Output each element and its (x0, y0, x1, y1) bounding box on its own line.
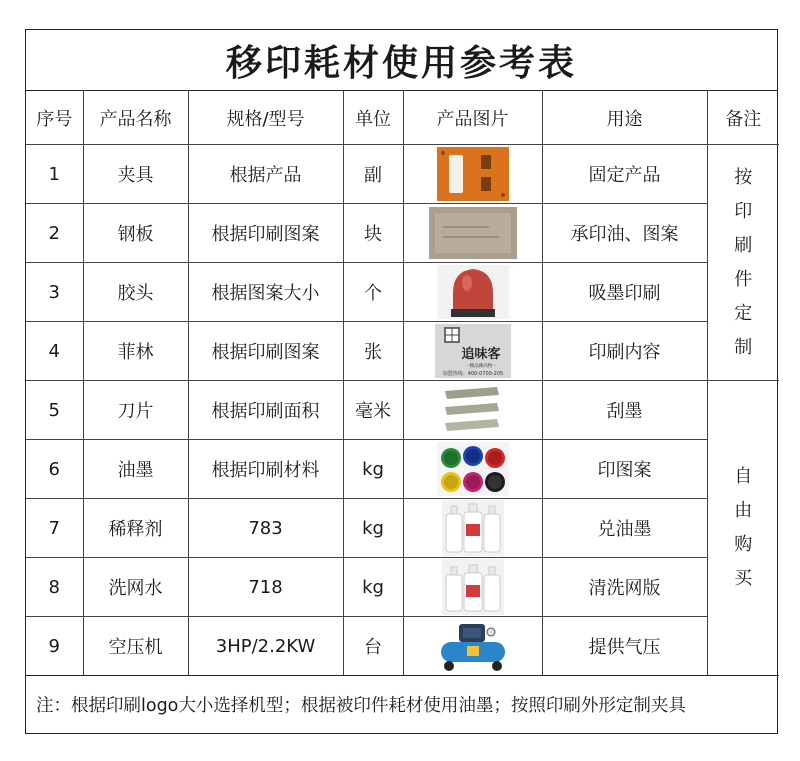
table-row (26, 322, 779, 381)
cell-name: 空压机 (83, 617, 188, 676)
cell-name: 稀释剂 (83, 499, 188, 558)
cell-unit: kg (343, 558, 403, 617)
cell-use: 印刷内容 (542, 322, 707, 381)
page-title: 移印耗材使用参考表 (26, 30, 777, 91)
cell-spec: 根据印刷图案 (188, 322, 343, 381)
remark-char: 制 (734, 336, 753, 358)
header-picture: 产品图片 (403, 91, 542, 145)
cell-spec: 根据印刷图案 (188, 204, 343, 263)
cell-spec: 根据印刷面积 (188, 381, 343, 440)
ink-cans-image (437, 442, 509, 496)
cell-no: 6 (26, 440, 83, 499)
cell-name: 菲林 (83, 322, 188, 381)
cell-spec: 根据图案大小 (188, 263, 343, 322)
cell-use: 承印油、图案 (542, 204, 707, 263)
header-use: 用途 (542, 91, 707, 145)
table-row (26, 381, 779, 440)
consumables-table (26, 91, 779, 676)
remark-char: 刷 (734, 234, 753, 256)
film-image (435, 324, 511, 378)
cell-no: 2 (26, 204, 83, 263)
table-header-row (26, 91, 779, 145)
cell-picture (403, 617, 542, 676)
remark-custom (707, 145, 779, 381)
table-row (26, 204, 779, 263)
cell-spec: 根据印刷材料 (188, 440, 343, 499)
remark-char: 自 (734, 466, 753, 487)
cell-name: 夹具 (83, 145, 188, 204)
remark-self-buy (707, 381, 779, 676)
cell-spec: 3HP/2.2KW (188, 617, 343, 676)
cell-picture (403, 440, 542, 499)
cell-unit: kg (343, 499, 403, 558)
cell-unit: 个 (343, 263, 403, 322)
cell-picture (403, 204, 542, 263)
cell-name: 刀片 (83, 381, 188, 440)
remark-char: 由 (734, 500, 753, 521)
cell-use: 兑油墨 (542, 499, 707, 558)
reference-table-sheet (25, 29, 778, 734)
cell-picture (403, 263, 542, 322)
cell-unit: 块 (343, 204, 403, 263)
film-hotline-text: 加盟热线：400-0700-205 (442, 371, 503, 377)
remark-char: 印 (734, 200, 753, 222)
header-spec: 规格/型号 (188, 91, 343, 145)
cell-picture (403, 499, 542, 558)
remark-char: 买 (734, 568, 753, 589)
remark-char: 定 (734, 302, 753, 324)
cell-unit: 台 (343, 617, 403, 676)
table-row (26, 617, 779, 676)
thinner-bottles-image (442, 500, 504, 556)
header-unit: 单位 (343, 91, 403, 145)
header-remark: 备注 (707, 91, 779, 145)
film-brand-text: 追味客 (460, 347, 501, 362)
cell-no: 9 (26, 617, 83, 676)
header-no: 序号 (26, 91, 83, 145)
silicone-pad-image (437, 265, 509, 319)
cell-use: 固定产品 (542, 145, 707, 204)
header-name: 产品名称 (83, 91, 188, 145)
film-sub-text: 一精品佛尚物一 (464, 364, 497, 369)
cell-unit: 副 (343, 145, 403, 204)
cell-picture (403, 322, 542, 381)
steel-plate-image (429, 207, 517, 259)
cell-no: 4 (26, 322, 83, 381)
cell-name: 胶头 (83, 263, 188, 322)
cell-name: 钢板 (83, 204, 188, 263)
cell-unit: kg (343, 440, 403, 499)
remark-char: 件 (734, 268, 753, 290)
table-row (26, 558, 779, 617)
cell-spec: 根据产品 (188, 145, 343, 204)
cell-unit: 张 (343, 322, 403, 381)
cell-picture (403, 558, 542, 617)
cell-picture (403, 145, 542, 204)
blade-image (441, 383, 505, 437)
cell-no: 8 (26, 558, 83, 617)
cell-use: 提供气压 (542, 617, 707, 676)
cell-no: 5 (26, 381, 83, 440)
cell-no: 3 (26, 263, 83, 322)
cell-unit: 毫米 (343, 381, 403, 440)
remark-char: 按 (734, 166, 753, 188)
cell-no: 1 (26, 145, 83, 204)
cell-use: 清洗网版 (542, 558, 707, 617)
table-row (26, 145, 779, 204)
table-row (26, 440, 779, 499)
cell-name: 油墨 (83, 440, 188, 499)
cell-spec: 783 (188, 499, 343, 558)
fixture-image (437, 147, 509, 201)
cell-picture (403, 381, 542, 440)
cleaner-bottles-image (442, 559, 504, 615)
remark-char: 购 (734, 534, 753, 555)
cell-use: 印图案 (542, 440, 707, 499)
cell-use: 吸墨印刷 (542, 263, 707, 322)
table-row (26, 499, 779, 558)
air-compressor-image (435, 620, 511, 672)
footer-note: 注：根据印刷logo大小选择机型；根据被印件耗材使用油墨；按照印刷外形定制夹具 (26, 675, 777, 733)
cell-no: 7 (26, 499, 83, 558)
cell-spec: 718 (188, 558, 343, 617)
cell-name: 洗网水 (83, 558, 188, 617)
table-row (26, 263, 779, 322)
cell-use: 刮墨 (542, 381, 707, 440)
